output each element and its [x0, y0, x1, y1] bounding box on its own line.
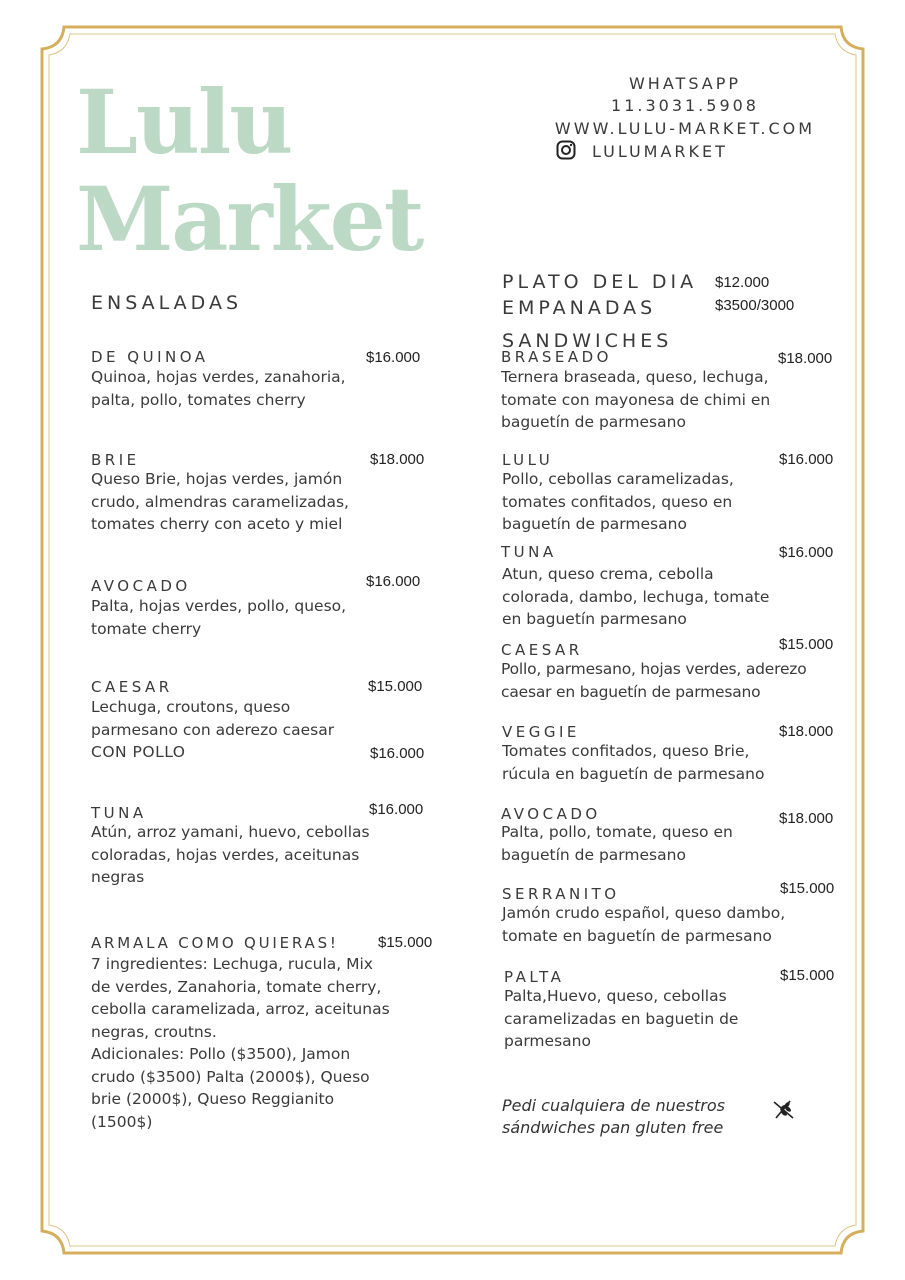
ensalada-caesar-price: $15.000 [368, 678, 423, 695]
logo-line-2: Market [76, 167, 423, 271]
sandwich-braseado-price: $18.000 [778, 350, 833, 367]
instagram-icon [556, 140, 576, 160]
sandwich-tuna-name: TUNA [501, 543, 557, 561]
logo-line-1: Lulu [76, 70, 292, 174]
ensalada-armala-name: ARMALA COMO QUIERAS! [91, 934, 339, 952]
sandwich-tuna-price: $16.000 [779, 544, 834, 561]
instagram-handle: LULUMARKET [592, 142, 728, 161]
sandwich-tuna-desc: Atun, queso crema, cebolla colorada, dambo, lechuga, tomate en baguetín parmesano [502, 565, 770, 628]
sandwich-serranito-name: SERRANITO [502, 885, 620, 903]
ensalada-tuna-price: $16.000 [369, 801, 424, 818]
sandwich-serranito-price: $15.000 [780, 880, 835, 897]
sandwich-avocado-desc: Palta, pollo, tomate, queso en baguetín de parmesano [501, 823, 733, 864]
ensalada-tuna-desc: Atún, arroz yamani, huevo, cebollas coloradas, hojas verdes, aceitunas negras [91, 823, 370, 886]
no-wheat-icon [770, 1096, 796, 1122]
sandwich-avocado-name: AVOCADO [501, 805, 601, 823]
sandwich-serranito-desc: Jamón crudo español, queso dambo, tomate en baguetín de parmesano [502, 904, 786, 945]
whatsapp-label: WHATSAPP [628, 74, 742, 93]
sandwich-caesar-desc: Pollo, parmesano, hojas verdes, aderezo caesar en baguetín de parmesano [501, 660, 807, 701]
ensalada-caesar-desc: Lechuga, croutons, queso parmesano con aderezo caesar [91, 698, 335, 739]
ensalada-armala-price: $15.000 [378, 934, 433, 951]
sandwich-palta-desc: Palta,Huevo, queso, cebollas caramelizadas en baguetin de parmesano [504, 987, 739, 1050]
sandwich-lulu-price: $16.000 [779, 451, 834, 468]
sandwich-veggie-name: VEGGIE [502, 723, 580, 741]
sandwich-veggie-price: $18.000 [779, 723, 834, 740]
sandwich-lulu-desc: Pollo, cebollas caramelizadas, tomates confitados, queso en baguetín de parmesano [502, 470, 734, 533]
sandwich-braseado-name: BRASEADO [501, 348, 612, 366]
ensalada-avocado-price: $16.000 [366, 573, 421, 590]
empanadas-label: EMPANADAS [502, 297, 657, 319]
website: WWW.LULU-MARKET.COM [554, 119, 816, 138]
ensalada-brie-name: BRIE [91, 451, 140, 469]
sandwich-caesar-name: CAESAR [501, 641, 583, 659]
ensalada-caesar-extra-label: CON POLLO [91, 743, 186, 761]
ensalada-quinoa-price: $16.000 [366, 349, 421, 366]
empanadas-price: $3500/3000 [715, 297, 795, 314]
sandwich-lulu-name: LULU [502, 451, 554, 469]
ensalada-tuna-name: TUNA [91, 804, 147, 822]
sandwich-braseado-desc: Ternera braseada, queso, lechuga, tomate con mayonesa de chimi en baguetín de parmesano [501, 368, 771, 431]
sandwich-caesar-price: $15.000 [779, 636, 834, 653]
ensalada-brie-price: $18.000 [370, 451, 425, 468]
sandwich-palta-name: PALTA [504, 968, 565, 986]
plato-del-dia-label: PLATO DEL DIA [502, 271, 698, 293]
phone-number: 11.3031.5908 [611, 96, 759, 115]
ensalada-caesar-extra-price: $16.000 [370, 745, 425, 762]
sandwich-avocado-price: $18.000 [779, 810, 834, 827]
sandwich-palta-price: $15.000 [780, 967, 835, 984]
ensalada-brie-desc: Queso Brie, hojas verdes, jamón crudo, almendras caramelizadas, tomates cherry con aceto y miel [91, 470, 349, 533]
sandwich-veggie-desc: Tomates confitados, queso Brie, rúcula en baguetín de parmesano [502, 742, 765, 783]
ensalada-quinoa-name: DE QUINOA [91, 348, 209, 366]
ensaladas-heading: ENSALADAS [91, 292, 243, 314]
plato-del-dia-price: $12.000 [715, 274, 770, 291]
ensalada-avocado-name: AVOCADO [91, 577, 191, 595]
ensalada-quinoa-desc: Quinoa, hojas verdes, zanahoria, palta, pollo, tomates cherry [91, 368, 346, 409]
gluten-free-note: Pedi cualquiera de nuestros sándwiches pan gluten free [502, 1096, 725, 1137]
ensalada-avocado-desc: Palta, hojas verdes, pollo, queso, tomate cherry [91, 597, 347, 638]
ensalada-caesar-name: CAESAR [91, 678, 173, 696]
ensalada-armala-desc: 7 ingredientes: Lechuga, rucula, Mix de verdes, Zanahoria, tomate cherry, cebolla caramelizada, arroz, aceitunas negras, croutns. Adicionales: Pollo ($3500), Jamon crudo ($3500) Palta (2000$), Queso brie (2000$), Queso Reggianito (1500$) [91, 955, 390, 1131]
sandwiches-heading: SANDWICHES [502, 330, 673, 352]
